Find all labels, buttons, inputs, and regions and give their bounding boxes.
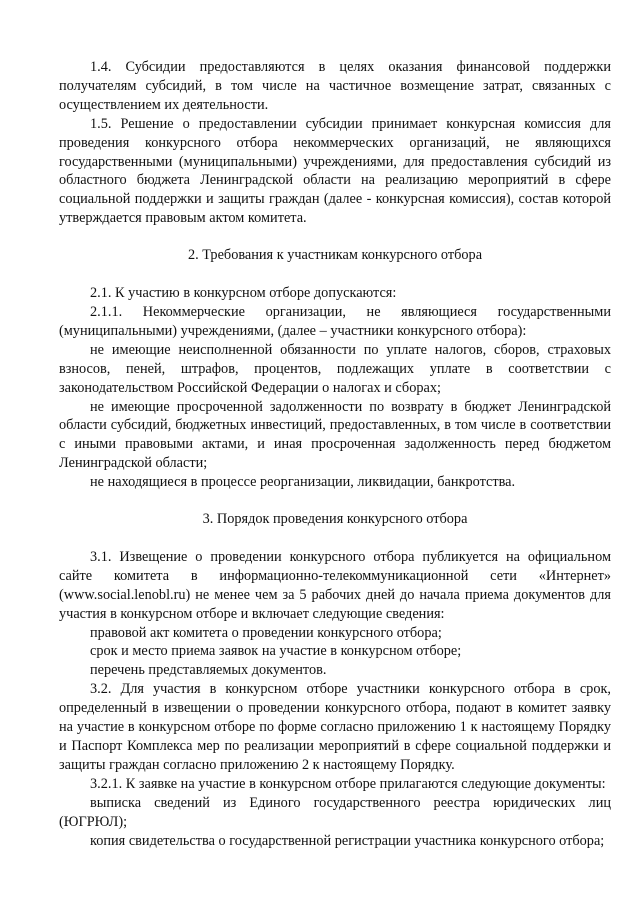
spacer — [59, 529, 611, 548]
requirement-debt: не имеющие просроченной задолженности по возврату в бюджет Ленинградской области субсидий, бюджетных инвестиций, предоставленных, в том числе в соответствии с иными правовыми актами, и иная просроченная задолженность перед бюджетом Ленинградской области; — [59, 398, 611, 472]
document-registration-certificate: копия свидетельства о государственной регистрации участника конкурсного отбора; — [90, 832, 605, 849]
spacer — [59, 265, 611, 284]
section-heading-3: 3. Порядок проведения конкурсного отбора — [202, 511, 468, 528]
info-application-place: срок и место приема заявок на участие в конкурсном отборе; — [90, 643, 462, 660]
info-legal-act: правовой акт комитета о проведении конкурсного отбора; — [90, 624, 442, 641]
document-egrul-extract: выписка сведений из Единого государственного реестра юридических лиц (ЮГРЮЛ); — [59, 794, 611, 830]
info-documents-list: перечень представляемых документов. — [90, 662, 327, 679]
document-page — [59, 58, 611, 850]
paragraph-2-1-1: 2.1.1. Некоммерческие организации, не являющиеся государственными (муниципальными) учреждениями, (далее – участники конкурсного отбора): — [59, 303, 611, 339]
paragraph-2-1: 2.1. К участию в конкурсном отборе допускаются: — [90, 285, 397, 302]
paragraph-3-2-1: 3.2.1. К заявке на участие в конкурсном отборе прилагаются следующие документы: — [90, 775, 606, 792]
paragraph-1-5: 1.5. Решение о предоставлении субсидии принимает конкурсная комиссия для проведения конкурсного отбора некоммерческих организаций, не являющихся государственными (муниципальными) учреждениями, для предоставления субсидий из областного бюджета Ленинградской области на реализацию мероприятий в сфере социальной поддержки и защиты граждан (далее - конкурсная комиссия), состав которой утверждается правовым актом комитета. — [59, 115, 611, 227]
spacer — [59, 228, 611, 246]
paragraph-3-1: 3.1. Извещение о проведении конкурсного отбора публикуется на официальном сайте комитета в информационно-телекоммуникационной сети «Интернет» (www.social.lenobl.ru) не менее чем за 5 рабочих дней до начала приема документов для участия в конкурсном отборе и включает следующие сведения: — [59, 548, 611, 622]
section-heading-2: 2. Требования к участникам конкурсного отбора — [187, 247, 483, 264]
requirement-taxes: не имеющие неисполненной обязанности по уплате налогов, сборов, страховых взносов, пеней, штрафов, процентов, подлежащих уплате в соответствии с законодательством Российской Федерации о налогах и сборах; — [59, 341, 611, 396]
paragraph-3-2: 3.2. Для участия в конкурсном отборе участники конкурсного отбора в срок, определенный в извещении о проведении конкурсного отбора, подают в комитет заявку на участие в конкурсном отборе по форме согласно приложению 1 к настоящему Порядку и Паспорт Комплекса мер по реализации мероприятий в сфере социальной поддержки и защиты граждан согласно приложению 2 к настоящему Порядку. — [59, 681, 611, 773]
paragraph-1-4: 1.4. Субсидии предоставляются в целях оказания финансовой поддержки получателям субсидий, в том числе на частичное возмещение затрат, связанных с осуществлением их деятельности. — [59, 59, 611, 113]
requirement-reorganization: не находящиеся в процессе реорганизации, ликвидации, банкротства. — [90, 474, 516, 491]
spacer — [59, 492, 611, 510]
